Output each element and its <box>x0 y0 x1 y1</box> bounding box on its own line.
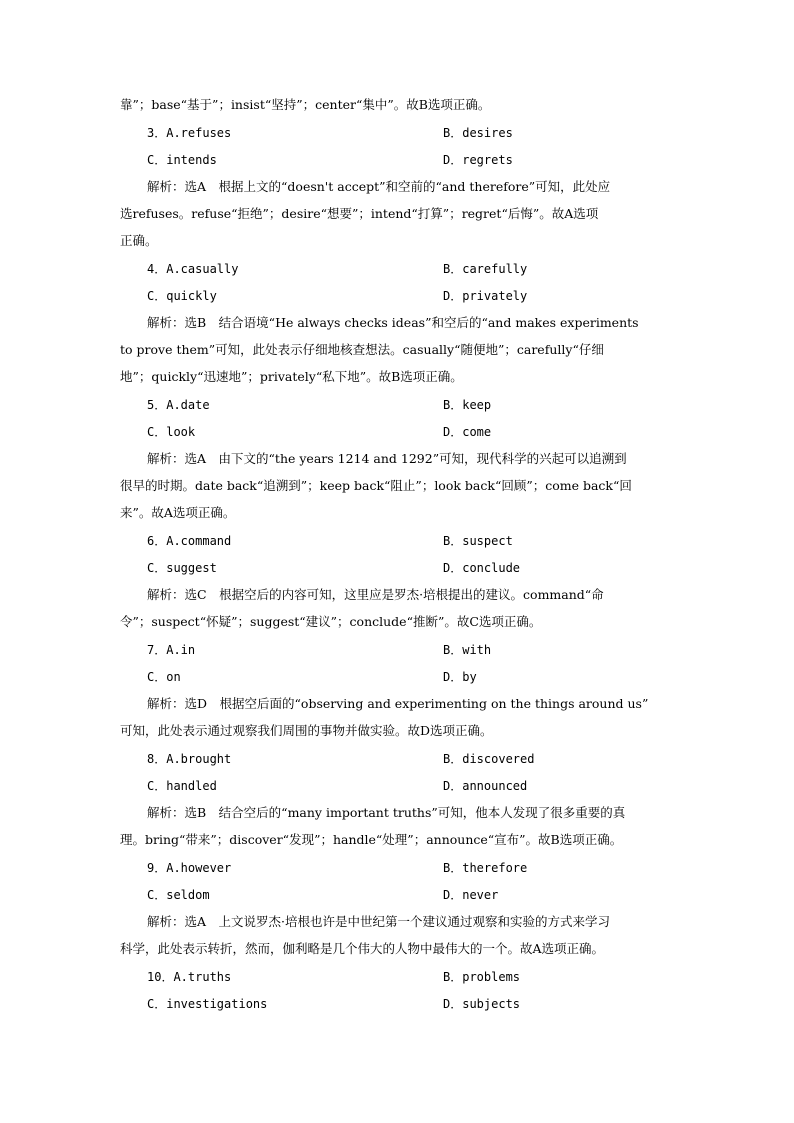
q9-explanation-line: 科学，此处表示转折，然而，伽利略是几个伟大的人物中最伟大的一个。故A选项正确。 <box>120 941 605 956</box>
q8-explanation-line: 理。bring“带来”；discover“发现”；handle“处理”；announce“宣布”。故B选项正确。 <box>120 832 623 847</box>
q5-option-c: C．look <box>147 425 196 439</box>
q6-option-c: C．suggest <box>147 561 217 575</box>
q10-option-c: C．investigations <box>147 997 268 1011</box>
q9-explanation-line: 解析：选A 上文说罗杰·培根也许是中世纪第一个建议通过观察和实验的方式来学习 <box>147 914 611 929</box>
q10-option-b: B．problems <box>443 970 521 984</box>
q8-option-a: 8．A.brought <box>147 752 232 766</box>
q4-explanation-line: 解析：选B 结合语境“He always checks ideas”和空后的“and makes experiments <box>147 315 639 330</box>
q3-explanation-line: 选refuses。refuse“拒绝”；desire“想要”；intend“打算”；regret“后悔”。故A选项 <box>120 206 599 221</box>
q6-option-b: B．suspect <box>443 534 513 548</box>
q4-option-a: 4．A.casually <box>147 262 239 276</box>
q4-explanation-line: 地”；quickly“迅速地”；privately“私下地”。故B选项正确。 <box>120 369 463 384</box>
q7-option-a: 7．A.in <box>147 643 196 657</box>
q10-option-a: 10．A.truths <box>147 970 232 984</box>
q8-option-b: B．discovered <box>443 752 535 766</box>
q6-explanation-line: 解析：选C 根据空后的内容可知，这里应是罗杰·培根提出的建议。command“命 <box>147 587 604 602</box>
q9-option-b: B．therefore <box>443 861 528 875</box>
q5-explanation-line: 来”。故A选项正确。 <box>120 505 236 520</box>
q8-option-c: C．handled <box>147 779 217 793</box>
q7-option-b: B．with <box>443 643 492 657</box>
q4-option-d: D．privately <box>443 289 528 303</box>
q5-explanation-line: 解析：选A 由下文的“the years 1214 and 1292”可知，现代科学的兴起可以追溯到 <box>147 451 627 466</box>
q5-option-b: B．keep <box>443 398 492 412</box>
q3-explanation-line: 正确。 <box>120 233 158 248</box>
q7-explanation-line: 可知，此处表示通过观察我们周围的事物并做实验。故D选项正确。 <box>120 723 493 738</box>
q8-explanation-line: 解析：选B 结合空后的“many important truths”可知，他本人发现了很多重要的真 <box>147 805 626 820</box>
q3-option-a: 3．A.refuses <box>147 126 232 140</box>
q9-option-c: C．seldom <box>147 888 210 902</box>
q3-explanation-line: 解析：选A 根据上文的“doesn't accept”和空前的“and therefore”可知，此处应 <box>147 179 611 194</box>
q4-option-c: C．quickly <box>147 289 217 303</box>
q9-option-a: 9．A.however <box>147 861 232 875</box>
q7-option-c: C．on <box>147 670 181 684</box>
q4-explanation-line: to prove them”可知，此处表示仔细地核查想法。casually“随便地”；carefully“仔细 <box>120 342 604 357</box>
q6-option-a: 6．A.command <box>147 534 232 548</box>
q4-option-b: B．carefully <box>443 262 528 276</box>
q3-option-b: B．desires <box>443 126 513 140</box>
q5-option-d: D．come <box>443 425 492 439</box>
q3-option-d: D．regrets <box>443 153 513 167</box>
q6-option-d: D．conclude <box>443 561 521 575</box>
q9-option-d: D．never <box>443 888 499 902</box>
q6-explanation-line: 令”；suspect“怀疑”；suggest“建议”；conclude“推断”。故C选项正确。 <box>120 614 542 629</box>
q10-option-d: D．subjects <box>443 997 521 1011</box>
q7-explanation-line: 解析：选D 根据空后面的“observing and experimenting on the things around us” <box>147 696 649 711</box>
q8-option-d: D．announced <box>443 779 528 793</box>
q5-option-a: 5．A.date <box>147 398 210 412</box>
continuation-line: 靠”；base“基于”；insist“坚持”；center“集中”。故B选项正确。 <box>120 97 491 112</box>
q5-explanation-line: 很早的时期。date back“追溯到”；keep back“阻止”；look back“回顾”；come back“回 <box>120 478 632 493</box>
q7-option-d: D．by <box>443 670 477 684</box>
q3-option-c: C．intends <box>147 153 217 167</box>
